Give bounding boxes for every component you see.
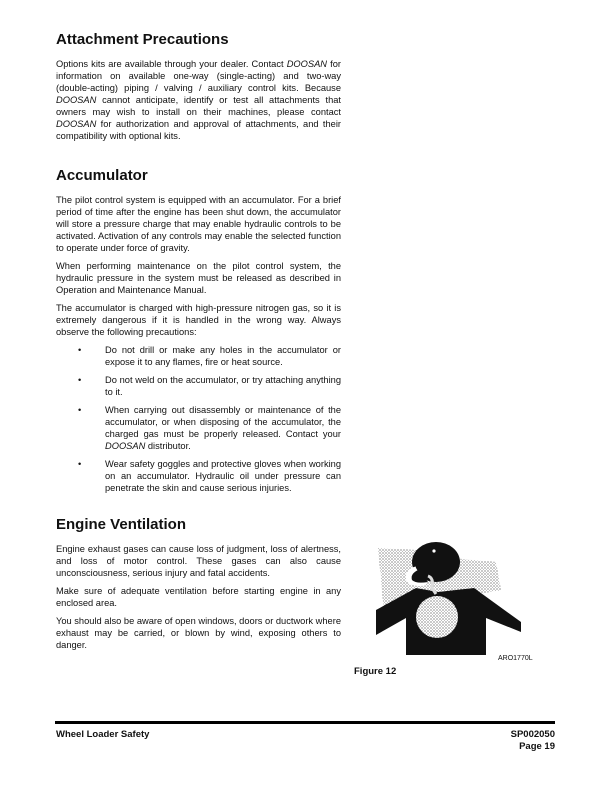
precautions-list	[56, 344, 341, 494]
text: When carrying out disassembly or maintenance of the accumulator, or when disposing of the accumulator, the charged gas must be properly released. Contact your	[105, 405, 341, 439]
ventilation-paragraph-1: Engine exhaust gases can cause loss of judgment, loss of alertness, and loss of motor control. These gases can also cause unconsciousness, serious injury and fatal accidents.	[56, 544, 341, 578]
document-number: SP002050	[510, 729, 555, 740]
accumulator-paragraph-1: The pilot control system is equipped with an accumulator. For a brief period of time after the engine has been shut down, the accumulator will store a pressure charge that may enable hydraulic controls to be activated. Activation of any controls may enable the selected function to operate under force of gravity.	[56, 195, 341, 253]
heading-accumulator: Accumulator	[56, 167, 148, 184]
text: for information on available one-way (single-acting) and two-way (double-acting) piping / valving / auxiliary control kits. Because	[56, 59, 341, 93]
page-number: Page 19	[519, 741, 555, 752]
text: cannot anticipate, identify or test all attachments that owners may wish to install on their machines, please contact	[56, 95, 341, 117]
main-column	[56, 31, 341, 657]
footer-page-info	[511, 729, 555, 753]
text: Do not drill or make any holes in the accumulator or expose it to any flames, fire or heat source.	[105, 345, 341, 367]
list-item	[56, 374, 341, 398]
text: Do not weld on the accumulator, or try attaching anything to it.	[105, 375, 341, 397]
brand-text: DOOSAN	[286, 59, 328, 69]
footer-title: Wheel Loader Safety	[56, 729, 150, 740]
accumulator-paragraph-3: The accumulator is charged with high-pressure nitrogen gas, so it is extremely dangerous if it is handled in the wrong way. Always observe the following precautions:	[56, 303, 341, 337]
bullet-icon: •	[78, 405, 82, 415]
footer-divider	[55, 721, 555, 724]
text: distributor.	[145, 441, 191, 451]
list-item	[56, 344, 341, 368]
brand-text: DOOSAN	[56, 95, 97, 105]
heading-attachment-precautions: Attachment Precautions	[56, 31, 229, 48]
bullet-icon: •	[78, 375, 82, 385]
ventilation-paragraph-3: You should also be aware of open windows, doors or ductwork where exhaust may be carried, or blown by wind, exposing others to danger.	[56, 616, 341, 650]
text: Options kits are available through your dealer. Contact	[56, 59, 287, 69]
list-item	[56, 404, 341, 452]
figure-caption: Figure 12	[354, 666, 397, 677]
attachment-paragraph	[56, 58, 341, 142]
text: Wear safety goggles and protective gloves when working on an accumulator. Hydraulic oil under pressure can penetrate the skin and cause serious injuries.	[105, 459, 341, 493]
ventilation-paragraph-2: Make sure of adequate ventilation before starting engine in any enclosed area.	[56, 586, 341, 608]
bullet-icon: •	[78, 459, 82, 469]
accumulator-paragraph-2: When performing maintenance on the pilot control system, the hydraulic pressure in the system must be released as described in Operation and Maintenance Manual.	[56, 261, 341, 295]
brand-text: DOOSAN	[56, 119, 97, 129]
figure-code: ARO1770L	[498, 655, 533, 662]
exhaust-inhalation-hazard-icon	[376, 540, 526, 658]
text: for authorization and approval of attachments, and their compatibility with optional kits.	[56, 119, 341, 141]
bullet-icon: •	[78, 345, 82, 355]
brand-text: DOOSAN	[105, 441, 146, 451]
heading-engine-ventilation: Engine Ventilation	[56, 516, 187, 533]
list-item	[56, 458, 341, 494]
